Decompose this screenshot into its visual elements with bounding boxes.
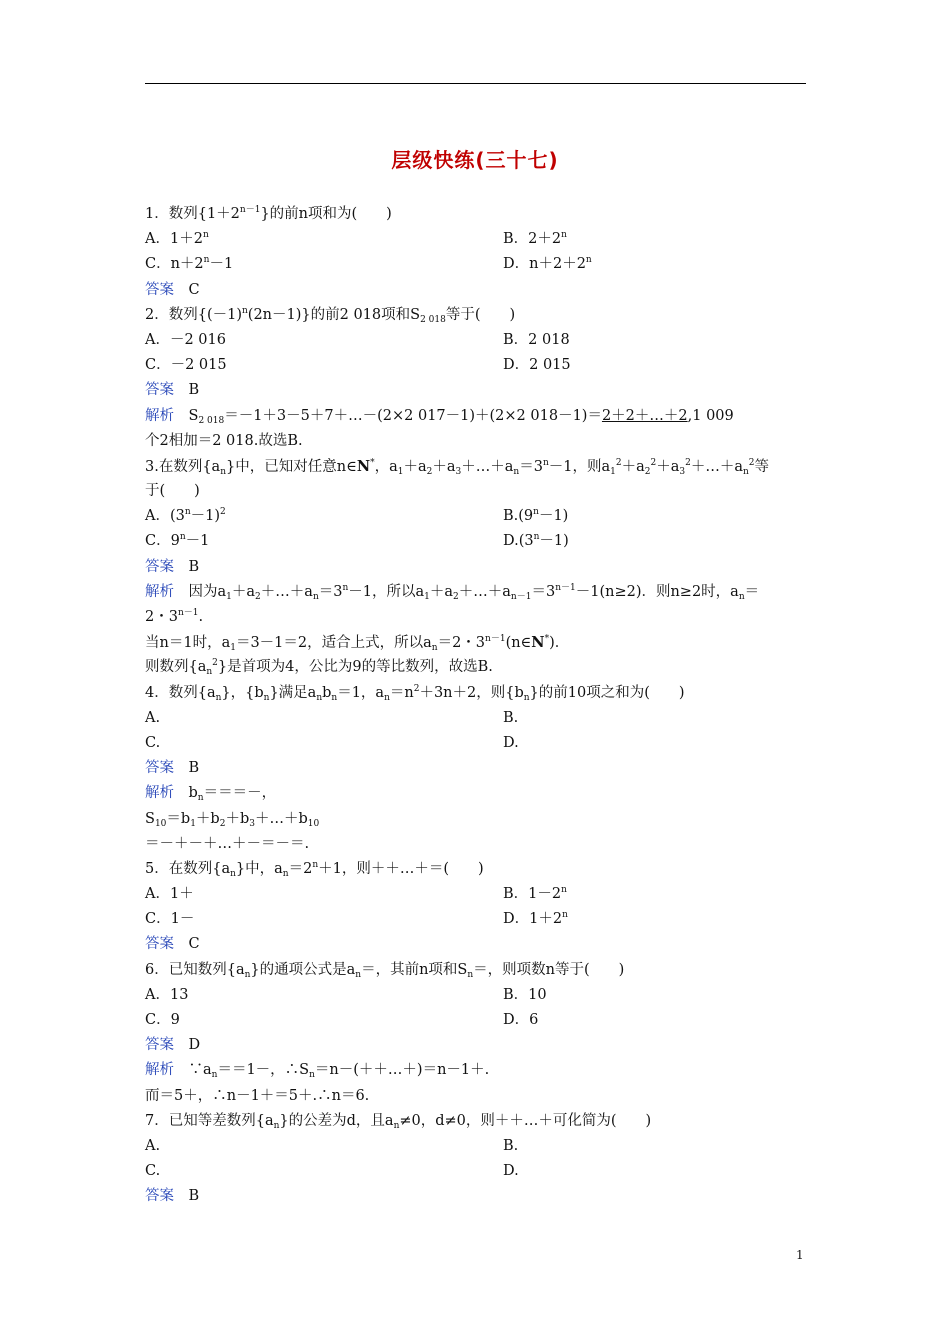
q3-explanation-3: 当n＝1时，$a_1=3-1=2$，适合上式，所以$a_n=2$・$3^{n-1}(n\in N^*)$．	[145, 634, 570, 654]
q4-explanation-3: ＝－＋－＋…＋－＝－＝.	[145, 835, 310, 852]
q2-option-c: C．－2 015	[145, 357, 227, 374]
q6-explanation-2: 而＝5＋，∴n－1＋＝5＋.∴n＝6.	[145, 1087, 370, 1104]
q6-option-d: D．6	[503, 1012, 539, 1028]
q2-options-ab	[145, 328, 806, 353]
q7-options-cd	[145, 1159, 806, 1184]
q1-option-c: C．$n+2^n-1$	[145, 255, 234, 273]
q2-option-d: D．2 015	[503, 357, 571, 374]
q2-options-cd	[145, 353, 806, 378]
question-2: 2．数列$\{(-1)^n(2n-1)\}$的前2 018项和$S_{2 018}$等于( )	[145, 305, 516, 325]
q3-explanation: 解析 因为$a_1+a_2+\dots+a_n=3^n-1$，所以$a_1+a_2+\dots+a_{n-1}=3^{n-1}-1(n\ge 2)$．则n≥2时，$a_n=$	[145, 582, 760, 602]
q3-explanation-2: 2・$3^{n-1}$.	[145, 608, 204, 625]
q6-options-cd	[145, 1008, 806, 1033]
q4-option-c: C.	[145, 734, 161, 751]
question-5: 5．在数列$\{a_n\}$中，$a_n=2^n+1$，则＋＋…＋＝( )	[145, 859, 484, 879]
q5-option-b: B．$1-2^n$	[503, 885, 567, 903]
q2-explanation-cont: 个2相加＝2 018.故选B.	[145, 432, 303, 449]
q3-option-c: C．$9^n-1$	[145, 532, 210, 550]
q7-option-a: A.	[145, 1137, 161, 1154]
q3-option-a: A．$(3^n-1)^2$	[145, 507, 226, 525]
page-title: 层级快练(三十七)	[391, 148, 559, 172]
q3-answer: 答案 B	[145, 558, 200, 575]
q7-answer: 答案 B	[145, 1188, 200, 1205]
q3-options-ab	[145, 504, 806, 529]
q4-option-a: A.	[145, 709, 161, 726]
q4-option-d: D.	[503, 734, 519, 751]
q3-options-cd	[145, 529, 806, 554]
q6-option-c: C．9	[145, 1012, 180, 1028]
page-number: 1	[796, 1248, 804, 1262]
q7-option-c: C.	[145, 1163, 161, 1180]
q5-option-d: D．$1+2^n$	[503, 910, 568, 928]
question-4: 4．数列$\{a_n\}$，$\{b_n\}$满足$a_nb_n=1$，$a_n=n^2+3n+2$，则$\{b_n\}$的前10项之和为( )	[145, 683, 685, 703]
q1-option-b: B．$2+2^n$	[503, 230, 567, 248]
document-body	[145, 202, 806, 1210]
question-6: 6．已知数列$\{a_n\}$的通项公式是$a_n=$，其前n项和$S_n=$，则项数n等于( )	[145, 961, 625, 980]
q1-options-ab	[145, 227, 806, 252]
question-3: 3.在数列$\{a_n\}$中，已知对任意n∈N*，$a_1+a_2+a_3+\dots+a_n=3^n-1$，则$a_1^2+a_2^2+a_3^2+\dots+a_n^2$等	[145, 457, 770, 477]
q4-options-cd	[145, 731, 806, 756]
q6-answer: 答案 D	[145, 1037, 201, 1054]
q5-option-a: A．1＋	[145, 886, 194, 903]
q3-explanation-4: 则数列$\{a_n^2\}$是首项为4，公比为9的等比数列，故选B.	[145, 658, 493, 678]
q5-option-c: C．1－	[145, 911, 195, 928]
q3-option-b: $B.(9^n-1)$	[503, 507, 569, 525]
q2-option-b: B．2 018	[503, 331, 570, 348]
q4-explanation-2: $S_{10}=b_1+b_2+b_3+\dots+b_{10}$	[145, 810, 320, 829]
q3-option-d: $D.(3^n-1)$	[503, 532, 569, 550]
question-7: 7．已知等差数列$\{a_n\}$的公差为d，且$a_n\ne 0$，d≠0，则＋＋…＋可化简为( )	[145, 1112, 652, 1131]
q4-explanation: 解析 $b_n===-$，	[145, 785, 277, 804]
q5-options-cd	[145, 907, 806, 932]
header-rule	[145, 83, 806, 84]
q7-option-d: D.	[503, 1163, 519, 1180]
q6-options-ab	[145, 983, 806, 1008]
q6-explanation: 解析 $\because a_n==1-$，$\therefore S_n=n-(++\dots+)=n-1+$.	[145, 1062, 490, 1081]
q4-answer: 答案 B	[145, 760, 200, 777]
question-1: 1．数列$\{1+2^{n-1}\}$的前n项和为( )	[145, 205, 392, 222]
q4-option-b: B.	[503, 709, 519, 726]
q1-option-d: D．$n+2+2^n$	[503, 255, 592, 273]
q1-options-cd	[145, 252, 806, 277]
q4-options-ab	[145, 706, 806, 731]
q6-option-b: B．10	[503, 986, 547, 1003]
q7-options-ab	[145, 1134, 806, 1159]
q7-option-b: B.	[503, 1137, 519, 1154]
q6-option-a: A．13	[145, 986, 189, 1003]
q2-answer: 答案 B	[145, 382, 200, 399]
q5-answer: 答案 C	[145, 936, 200, 953]
q1-answer: 答案 C	[145, 281, 200, 298]
q5-options-ab	[145, 882, 806, 907]
q2-explanation: 解析 $S_{2 018}=-1+3-5+7+\dots-(2\times 2$ 017－1)＋(2×2 018－1)＝2＋2＋…＋2,1 009	[145, 407, 734, 426]
question-3-cont: 于( )	[145, 483, 200, 500]
q1-option-a: A．$1+2^n$	[145, 230, 209, 248]
q2-option-a: A．－2 016	[145, 331, 226, 348]
